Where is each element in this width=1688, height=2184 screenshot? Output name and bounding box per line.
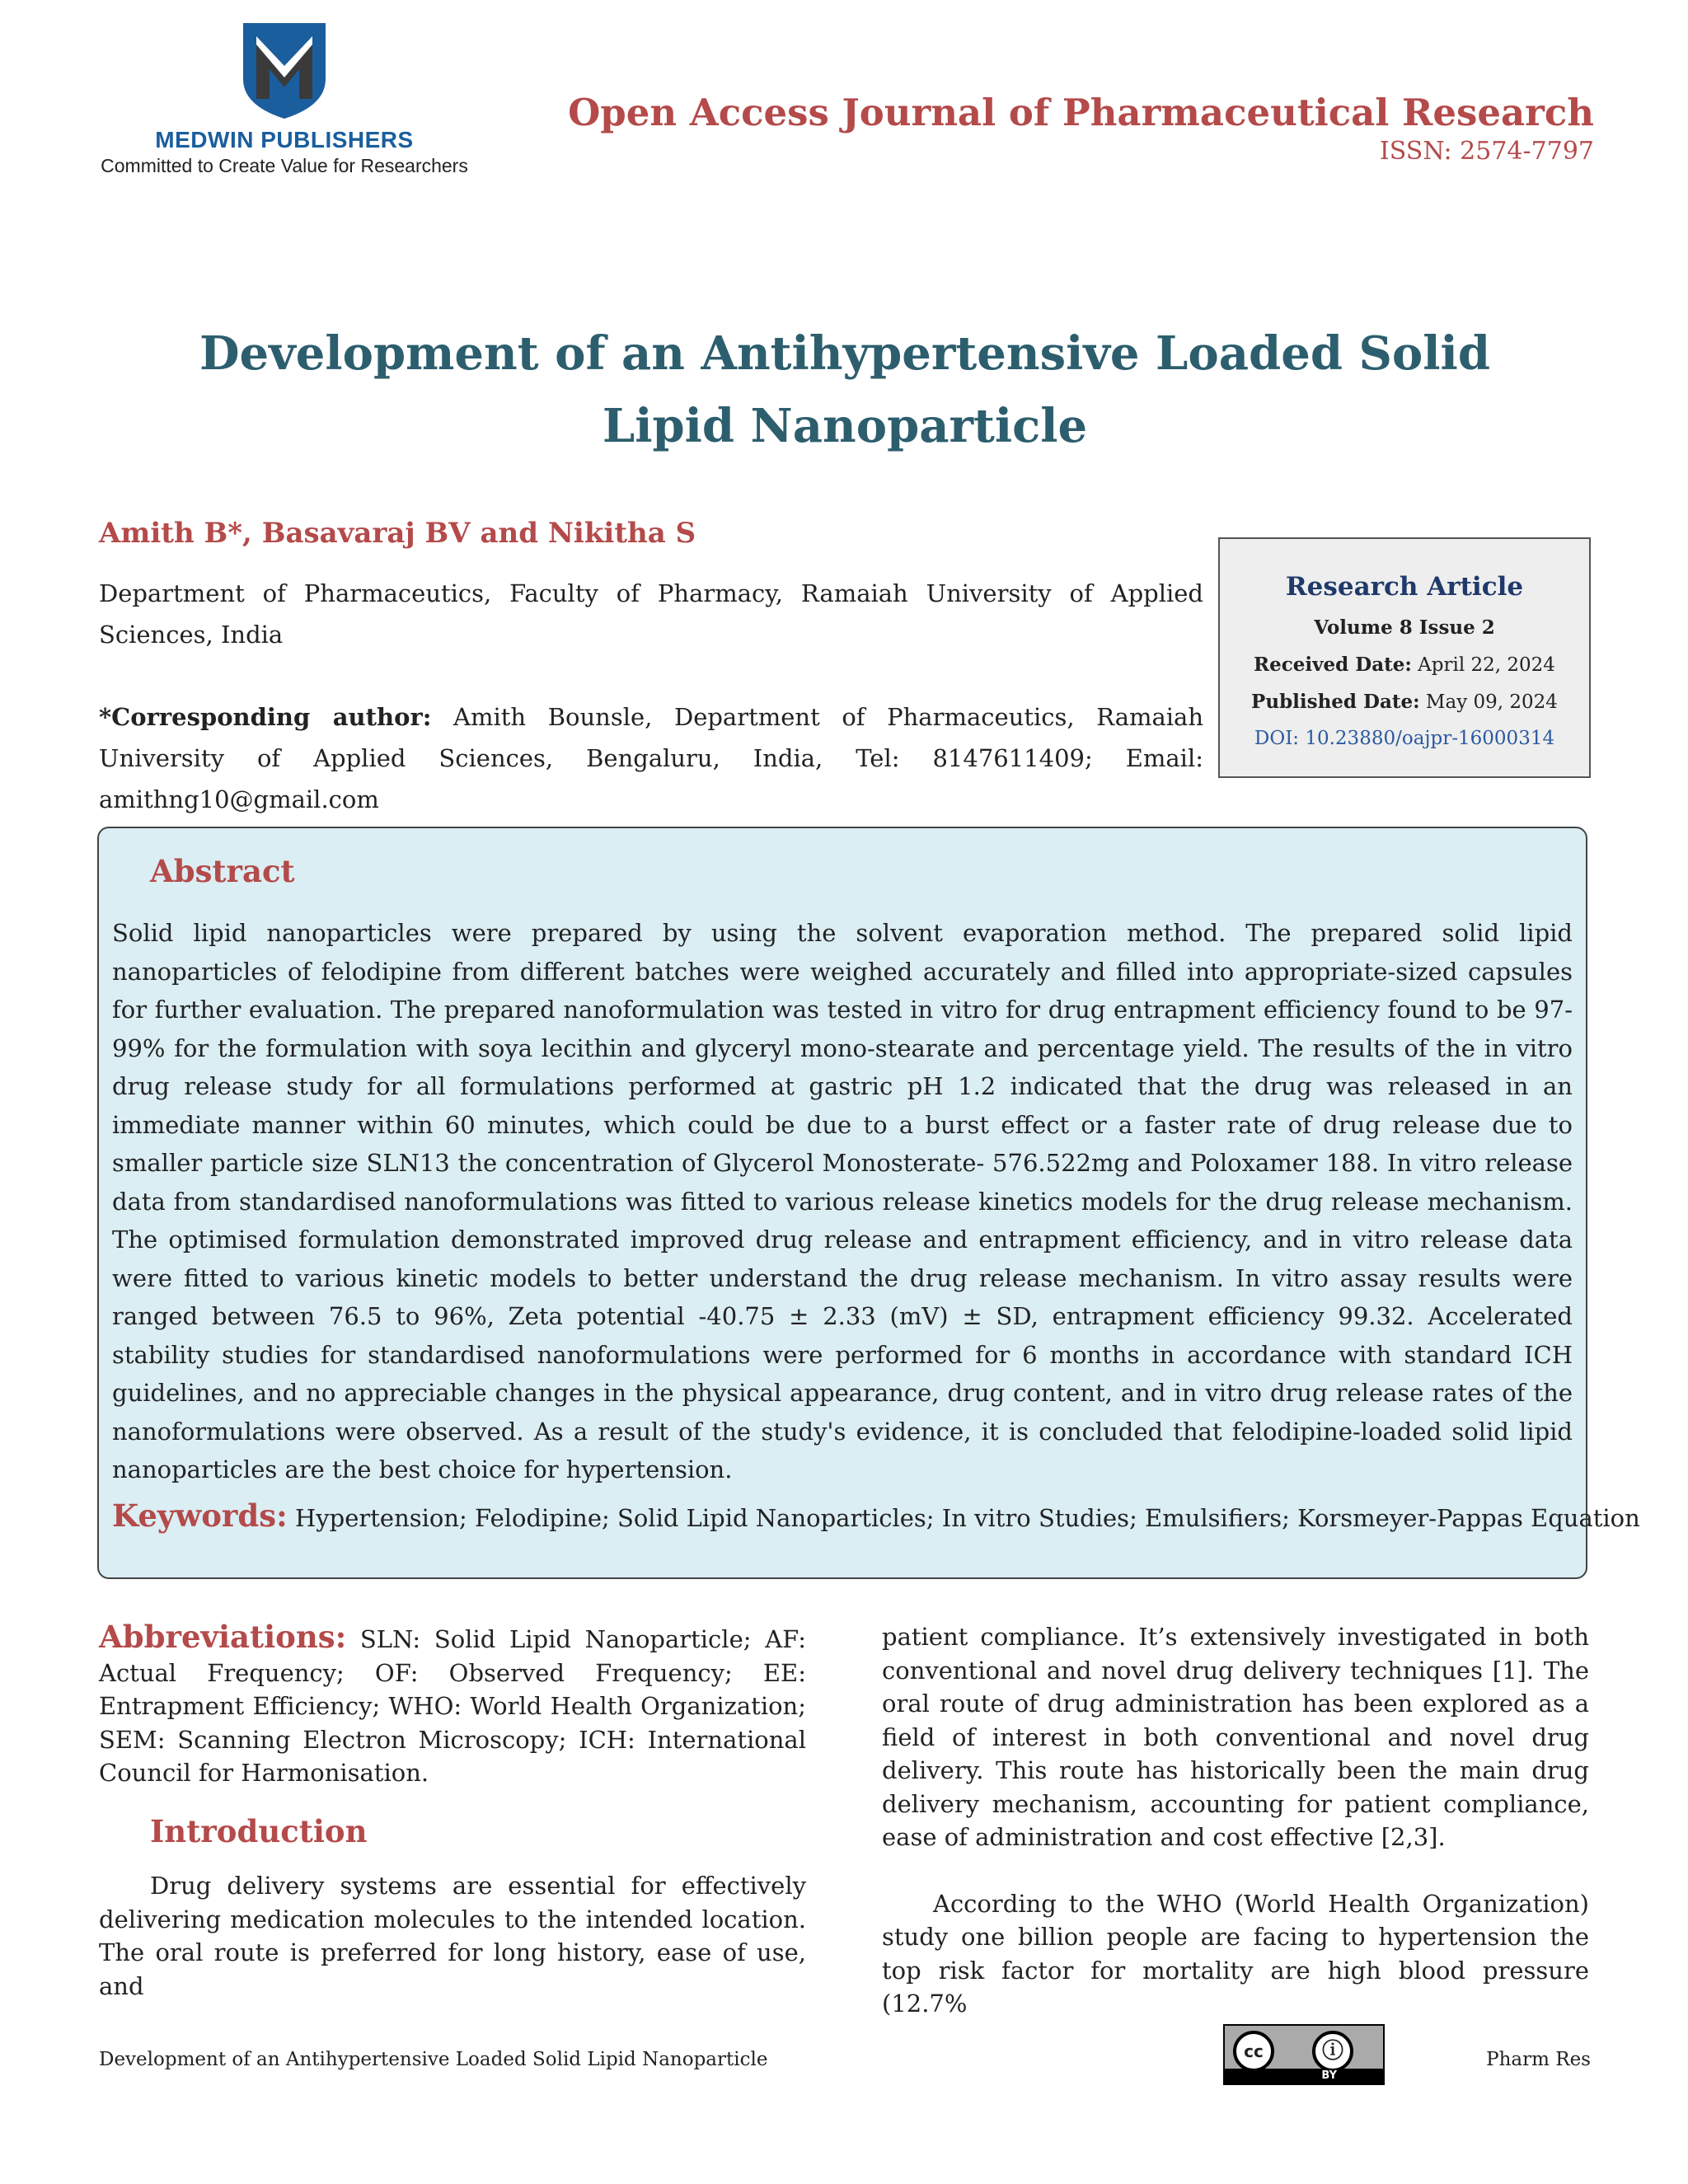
- published-date-value: May 09, 2024: [1419, 691, 1558, 713]
- abbreviations: [99, 1620, 806, 1790]
- corresponding-author: [99, 696, 1203, 820]
- author-list: Amith B*, Basavaraj BV and Nikitha S: [99, 517, 696, 550]
- attribution-person-icon: ⓘ: [1312, 2031, 1353, 2072]
- publisher-logo: [82, 20, 486, 193]
- keywords-label: Keywords:: [112, 1497, 288, 1534]
- article-title: Development of an Antihypertensive Loaded Solid Lipid Nanoparticle: [199, 326, 1490, 453]
- journal-issn: ISSN: 2574-7797: [1379, 137, 1594, 166]
- doi-link[interactable]: DOI: 10.23880/oajpr-16000314: [1254, 728, 1555, 749]
- abbreviations-text: SLN: Solid Lipid Nanoparticle; AF: Actual Frequency; OF: Observed Frequency; EE: Entrapment Efficiency; WHO: World Health Organization; SEM: Scanning Electron Microscopy; ICH: International Council for Harmonisation.: [99, 1625, 806, 1787]
- cc-icon: cc: [1233, 2031, 1274, 2072]
- volume-issue-text: Volume 8 Issue 2: [1314, 616, 1495, 639]
- footer-running-title: Development of an Antihypertensive Loaded Solid Lipid Nanoparticle: [99, 2049, 768, 2070]
- received-date: [1220, 654, 1589, 676]
- corresponding-author-label: *Corresponding author:: [99, 703, 432, 731]
- corresponding-author-text: Amith Bounsle, Department of Pharmaceutics, Ramaiah University of Applied Sciences, Bengaluru, India, Tel: 8147611409; Email: amithng10@gmail.com: [99, 703, 1204, 813]
- license-by-label: BY: [1225, 2069, 1383, 2083]
- received-date-label: Received Date:: [1254, 654, 1412, 676]
- body-paragraph-1: patient compliance. It’s extensively investigated in both conventional and novel drug delivery techniques [1]. The oral route of drug administration has been explored as a field of interest in both conventional and novel drug delivery. This route has historically been the main drug delivery mechanism, accounting for patient compliance, ease of administration and cost effective [2,3].: [882, 1623, 1589, 1851]
- medwin-shield-icon: [238, 20, 331, 122]
- abstract-text: Solid lipid nanoparticles were prepared by using the solvent evaporation method. The prepared solid lipid nanoparticles of felodipine from different batches were weighed accurately and filled into appropriate-sized capsules for further evaluation. The prepared nanoformulation was tested in vitro for drug entrapment efficiency found to be 97-99% for the formulation with soya lecithin and glyceryl mono-stearate and percentage yield. The results of the in vitro drug release study for all formulations performed at gastric pH 1.2 indicated that the drug was released in an immediate manner within 60 minutes, which could be due to a burst effect or a faster rate of drug release due to smaller particle size SLN13 the concentration of Glycerol Monosterate- 576.522mg and Poloxamer 188. In vitro release data from standardised nanoformulations was fitted to various release kinetics models for the drug release mechanism. The optimised formulation demonstrated improved drug release and entrapment efficiency, and in vitro release data were fitted to various kinetic models to better understand the drug release mechanism. In vitro assay results were ranged between 76.5 to 96%, Zeta potential -40.75 ± 2.33 (mV) ± SD, entrapment efficiency 99.32. Accelerated stability studies for standardised nanoformulations were performed for 6 months in accordance with standard ICH guidelines, and no appreciable changes in the physical appearance, drug content, and in vitro drug release rates of the nanoformulations were observed. As a result of the study's evidence, it is concluded that felodipine-loaded solid lipid nanoparticles are the best choice for hypertension.: [112, 919, 1573, 1483]
- keywords-text: Hypertension; Felodipine; Solid Lipid Nanoparticles; In vitro Studies; Emulsifiers; Korsmeyer-Pappas Equation: [287, 1504, 1640, 1532]
- article-info-box: [1218, 537, 1591, 778]
- affiliation: Department of Pharmaceutics, Faculty of Pharmacy, Ramaiah University of Applied Sciences, India: [99, 579, 1203, 649]
- right-column: [882, 1620, 1589, 2021]
- footer-journal-abbrev: Pharm Res: [1486, 2049, 1591, 2070]
- keywords: [112, 1497, 1640, 1534]
- abstract-heading: Abstract: [150, 853, 295, 889]
- published-date: [1220, 691, 1589, 713]
- abbreviations-label: Abbreviations:: [99, 1619, 347, 1655]
- body-paragraph-2: According to the WHO (World Health Organization) study one billion people are facing to hypertension the top risk factor for mortality are high blood pressure (12.7%: [882, 1889, 1589, 2018]
- publisher-tagline: Committed to Create Value for Researchers: [101, 155, 468, 176]
- journal-name: Open Access Journal of Pharmaceutical Research: [568, 91, 1594, 134]
- cc-by-license-badge[interactable]: [1223, 2024, 1385, 2085]
- introduction-paragraph: Drug delivery systems are essential for effectively delivering medication molecules to the intended location. The oral route is preferred for long history, ease of use, and: [99, 1872, 806, 2000]
- published-date-label: Published Date:: [1251, 691, 1420, 713]
- introduction-heading: Introduction: [150, 1812, 368, 1849]
- left-column: [99, 1620, 806, 2003]
- volume-issue: [1220, 616, 1589, 639]
- publisher-name: MEDWIN PUBLISHERS: [155, 127, 414, 152]
- article-type: Research Article: [1285, 572, 1524, 602]
- received-date-value: April 22, 2024: [1411, 654, 1555, 676]
- abstract-box: [97, 827, 1640, 1579]
